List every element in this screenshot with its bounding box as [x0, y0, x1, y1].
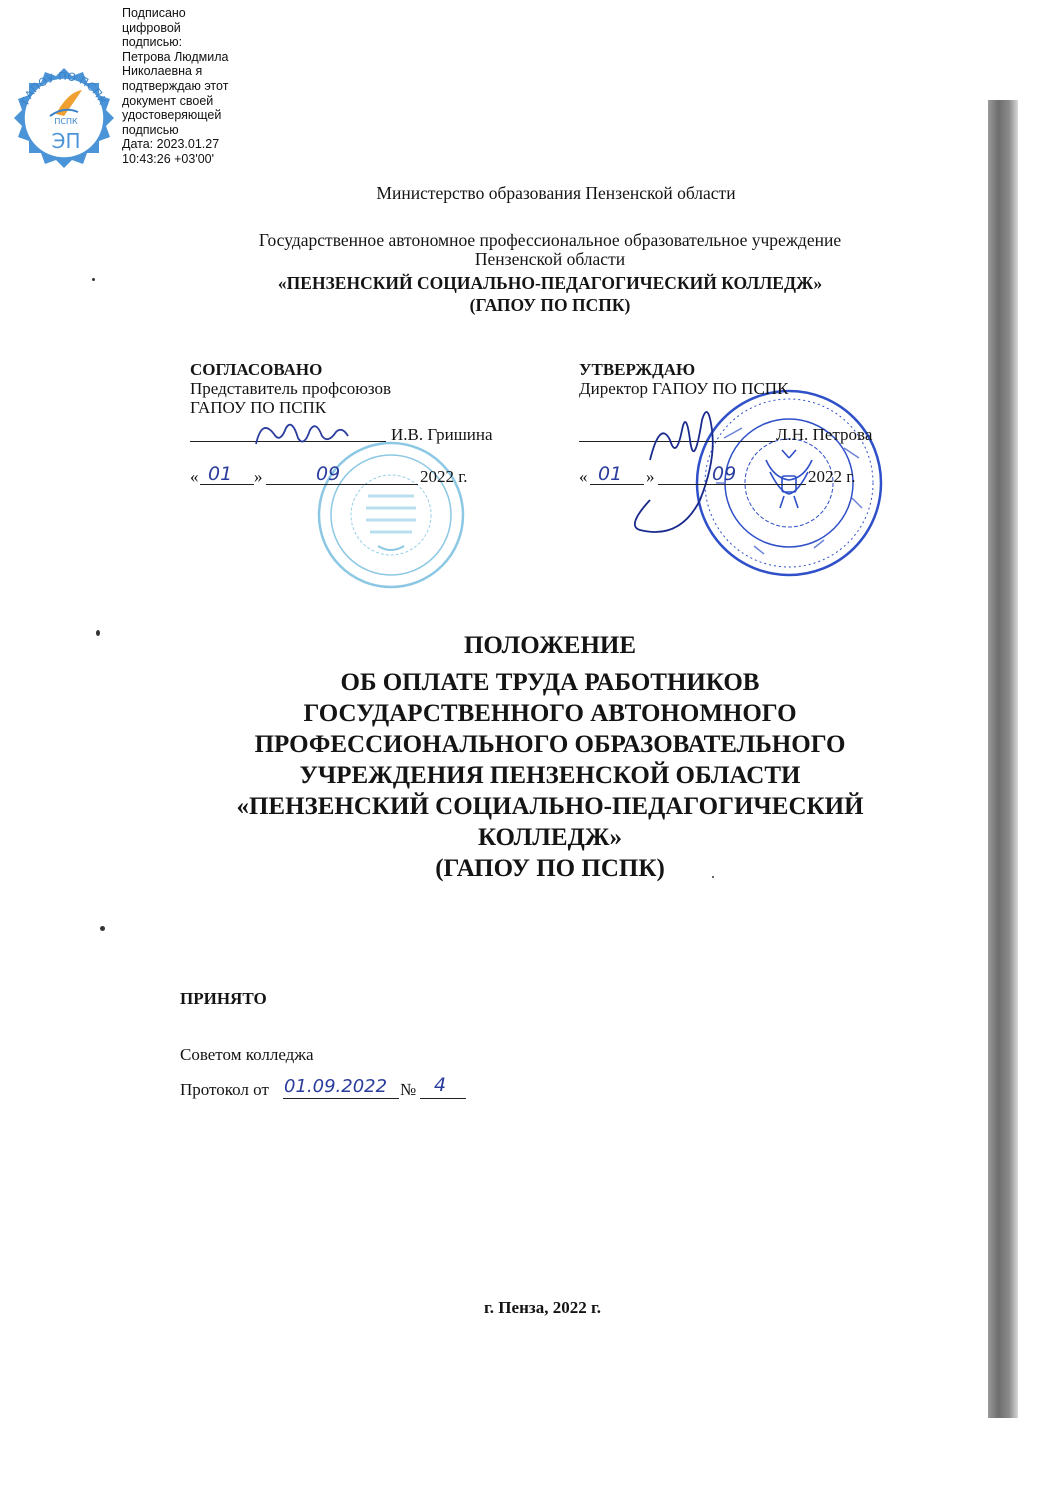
esignature-logo-mid-text: ПСПК [54, 117, 78, 126]
esignature-line: цифровой [122, 20, 181, 35]
approved-heading: УТВЕРЖДАЮ [579, 360, 696, 379]
esignature-line: Петрова Людмила [122, 49, 229, 64]
approved-day: 01 [598, 463, 623, 485]
esignature-line: подписью [122, 122, 179, 137]
protocol-number-sign: № [400, 1080, 417, 1099]
scan-speck [100, 926, 105, 931]
org-abbreviation: (ГАПОУ ПО ПСПК) [469, 295, 631, 315]
esignature-line: Подписано [122, 6, 186, 20]
protocol-number-line [420, 1098, 466, 1099]
agreed-month-line [266, 484, 418, 485]
ministry-name: Министерство образования Пензенской области [376, 183, 736, 203]
approved-quote-open: « [579, 467, 588, 486]
esignature-logo-bottom-text: ЭП [51, 129, 81, 153]
esignature-text [122, 6, 262, 167]
approved-quote-close: » [646, 467, 655, 486]
title-line: КОЛЛЕДЖ» [477, 824, 623, 851]
agreed-organization: ГАПОУ ПО ПСПК [190, 398, 327, 417]
esignature-line: удостоверяющей [122, 108, 222, 123]
title-line: (ГАПОУ ПО ПСПК) [435, 855, 665, 882]
agreed-signer-name: И.В. Гришина [391, 425, 493, 444]
esignature-logo-seal [8, 62, 120, 174]
agreed-heading: СОГЛАСОВАНО [190, 360, 323, 379]
accepted-heading: ПРИНЯТО [180, 989, 267, 1008]
accepted-body: Советом колледжа [180, 1045, 314, 1064]
title-line: ГОСУДАРСТВЕННОГО АВТОНОМНОГО [303, 700, 797, 727]
agreed-quote-open: « [190, 467, 199, 486]
approved-year: 2022 г. [808, 467, 856, 486]
double-headed-eagle-icon [766, 450, 812, 508]
title-line: УЧРЕЖДЕНИЯ ПЕНЗЕНСКОЙ ОБЛАСТИ [299, 762, 801, 789]
esignature-logo-top-text: ГАПОУ ПО ПСПК [18, 69, 110, 107]
org-name: «ПЕНЗЕНСКИЙ СОЦИАЛЬНО-ПЕДАГОГИЧЕСКИЙ КОЛЛЕДЖ» [277, 273, 823, 293]
protocol-date: 01.09.2022 [284, 1076, 388, 1097]
org-name-line2: Пензенской области [474, 249, 626, 269]
title-line: ОБ ОПЛАТЕ ТРУДА РАБОТНИКОВ [340, 669, 760, 696]
org-name-line1: Государственное автономное профессиональное образовательное учреждение [258, 230, 842, 250]
agreed-year: 2022 г. [420, 467, 468, 486]
title-line: «ПЕНЗЕНСКИЙ СОЦИАЛЬНО-ПЕДАГОГИЧЕСКИЙ [236, 793, 864, 820]
esignature-line: подписью: [122, 35, 183, 50]
approved-month: 09 [712, 463, 737, 485]
esignature-line: 10:43:26 +03'00' [122, 151, 215, 166]
title-line: ПРОФЕССИОНАЛЬНОГО ОБРАЗОВАТЕЛЬНОГО [254, 731, 846, 758]
protocol-number: 4 [434, 1074, 447, 1096]
agreed-day: 01 [208, 463, 233, 485]
protocol-date-line [283, 1098, 399, 1099]
scan-speck [96, 630, 100, 636]
approved-signer-name: Л.Н. Петрова [776, 425, 873, 444]
agreed-month: 09 [316, 463, 341, 485]
agreed-quote-close: » [254, 467, 263, 486]
agreed-position: Представитель профсоюзов [190, 379, 392, 398]
protocol-label: Протокол от [180, 1080, 269, 1099]
esignature-line: Николаевна я [122, 64, 203, 79]
approved-position: Директор ГАПОУ ПО ПСПК [579, 379, 789, 398]
title-line: ПОЛОЖЕНИЕ [463, 632, 637, 659]
esignature-line: Дата: 2023.01.27 [122, 137, 220, 152]
agreed-handwritten-signature [252, 414, 352, 454]
place-and-year: г. Пенза, 2022 г. [484, 1298, 601, 1317]
esignature-line: подтверждаю этот [122, 78, 229, 93]
document-title [180, 630, 920, 884]
esignature-line: документ своей [122, 93, 214, 108]
